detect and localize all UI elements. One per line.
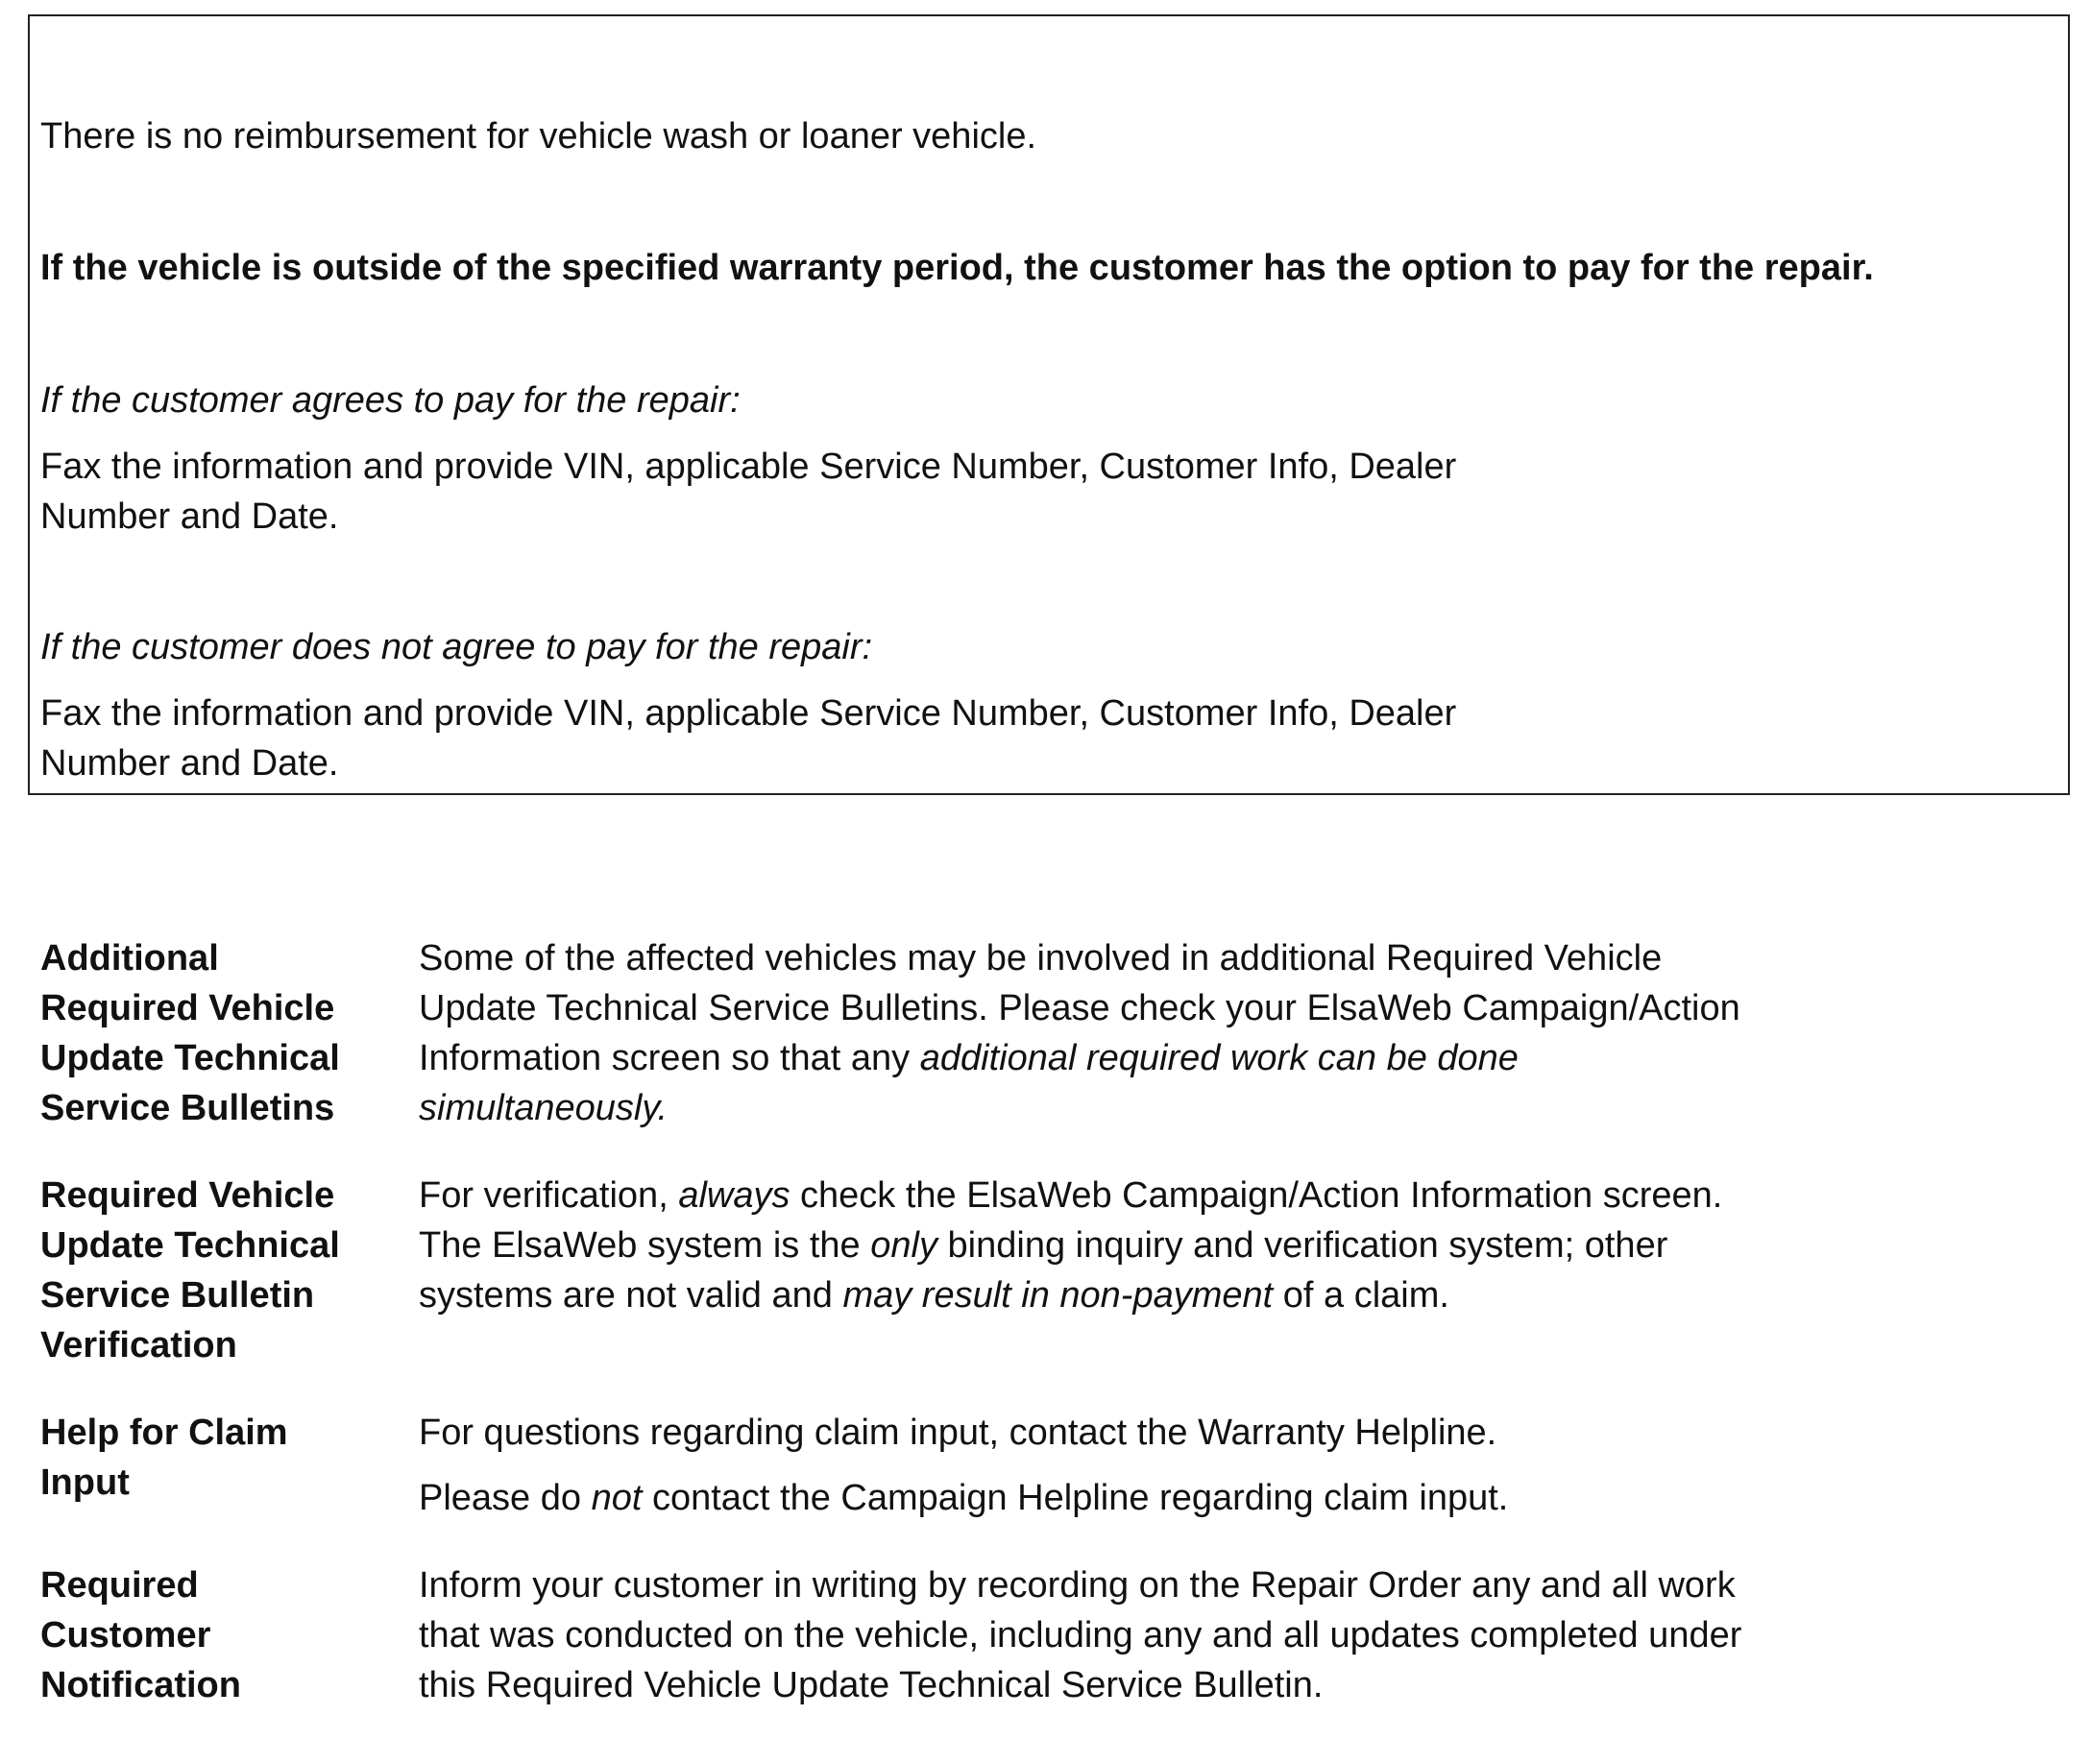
description-text: For verification, (419, 1175, 679, 1216)
section-label: Help for Claim Input (40, 1413, 288, 1503)
section-description (419, 933, 1763, 1133)
description-emphasis: may result in non-payment (842, 1275, 1274, 1316)
description-text: of a claim. (1273, 1275, 1449, 1316)
description-emphasis: not (591, 1478, 643, 1518)
disagree-instructions-line2: Number and Date. (40, 743, 339, 784)
section-label: Required Vehicle Update Technical Service Bulletin Verification (40, 1175, 340, 1365)
disagree-heading: If the customer does not agree to pay for the repair: (40, 627, 873, 667)
description-text: Some of the affected vehicles may be involved in additional Required Vehicle Update Technical Service Bulletins. Please check your ElsaWeb Campaign/Action Information screen so that any (419, 938, 1740, 1078)
description-emphasis: additional required work can be done simultaneously. (419, 1038, 1519, 1128)
description-text: For questions regarding claim input, contact the Warranty Helpline. (419, 1413, 1497, 1453)
section-description (419, 1171, 1763, 1320)
description-text: contact the Campaign Helpline regarding claim input. (642, 1478, 1509, 1518)
agree-heading: If the customer agrees to pay for the repair: (40, 380, 741, 421)
description-emphasis: always (678, 1175, 790, 1216)
agree-instructions-line1: Fax the information and provide VIN, applicable Service Number, Customer Info, Dealer (40, 447, 1457, 487)
description-text: Please do (419, 1478, 592, 1518)
warranty-note: If the vehicle is outside of the specified warranty period, the customer has the option to pay for the repair. (40, 248, 1874, 288)
disagree-instructions-line1: Fax the information and provide VIN, applicable Service Number, Customer Info, Dealer (40, 693, 1457, 734)
reimbursement-note: There is no reimbursement for vehicle wash or loaner vehicle. (40, 116, 1037, 157)
description-text: check the ElsaWeb Campaign/Action Information screen. The ElsaWeb system is the (419, 1175, 1723, 1266)
description-text: Inform your customer in writing by recording on the Repair Order any and all work that was conducted on the vehicle, including any and all updates completed under this Required Vehicle Update Technical Service Bulletin. (419, 1565, 1742, 1705)
section-label: Required Customer Notification (40, 1565, 241, 1705)
section-description (419, 1408, 1763, 1523)
description-text: binding inquiry and verification system; other systems are not valid and (419, 1225, 1668, 1316)
section-label: Additional Required Vehicle Update Technical Service Bulletins (40, 938, 340, 1128)
section-description (419, 1560, 1763, 1710)
agree-instructions-line2: Number and Date. (40, 496, 339, 537)
description-emphasis: only (870, 1225, 937, 1266)
